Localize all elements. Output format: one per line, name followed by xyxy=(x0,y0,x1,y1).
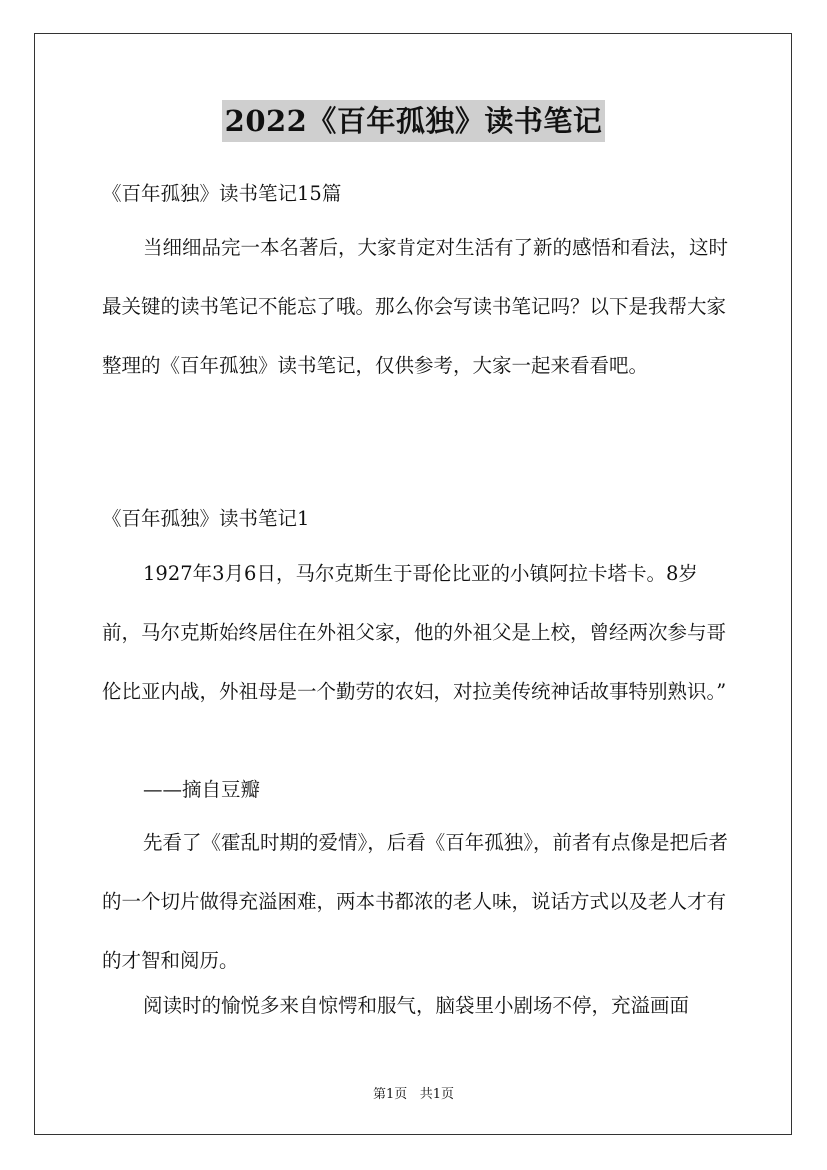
page-footer xyxy=(0,1083,827,1102)
page-total: 共1页 xyxy=(419,1087,454,1102)
body-paragraph-3: 阅读时的愉悦多来自惊愕和服气，脑袋里小剧场不停，充溢画面 xyxy=(143,994,690,1017)
document-title: 2022《百年孤独》读书笔记 xyxy=(222,100,606,142)
section-heading: 《百年孤独》读书笔记1 xyxy=(102,507,310,530)
body-paragraph-2: 先看了《霍乱时期的爱情》，后看《百年孤独》，前者有点像是把后者的一个切片做得充溢困难，两本书都浓的老人味，说话方式以及老人才有的才智和阅历。 xyxy=(102,831,729,972)
page-number: 第1页 xyxy=(373,1087,408,1102)
title-container xyxy=(0,100,827,142)
quote-source: ——摘自豆瓣 xyxy=(143,778,261,801)
body-paragraph-1: 1927年3月6日，马尔克斯生于哥伦比亚的小镇阿拉卡塔卡。8岁前，马尔克斯始终居住在外祖父家，他的外祖父是上校，曾经两次参与哥伦比亚内战，外祖母是一个勤劳的农妇，对拉美传统神话故事特别熟识。” xyxy=(102,562,727,703)
document-subtitle: 《百年孤独》读书笔记15篇 xyxy=(102,182,342,205)
intro-paragraph: 当细细品完一本名著后，大家肯定对生活有了新的感悟和看法，这时最关键的读书笔记不能忘了哦。那么你会写读书笔记吗？以下是我帮大家整理的《百年孤独》读书笔记，仅供参考，大家一起来看看吧。 xyxy=(102,236,729,377)
